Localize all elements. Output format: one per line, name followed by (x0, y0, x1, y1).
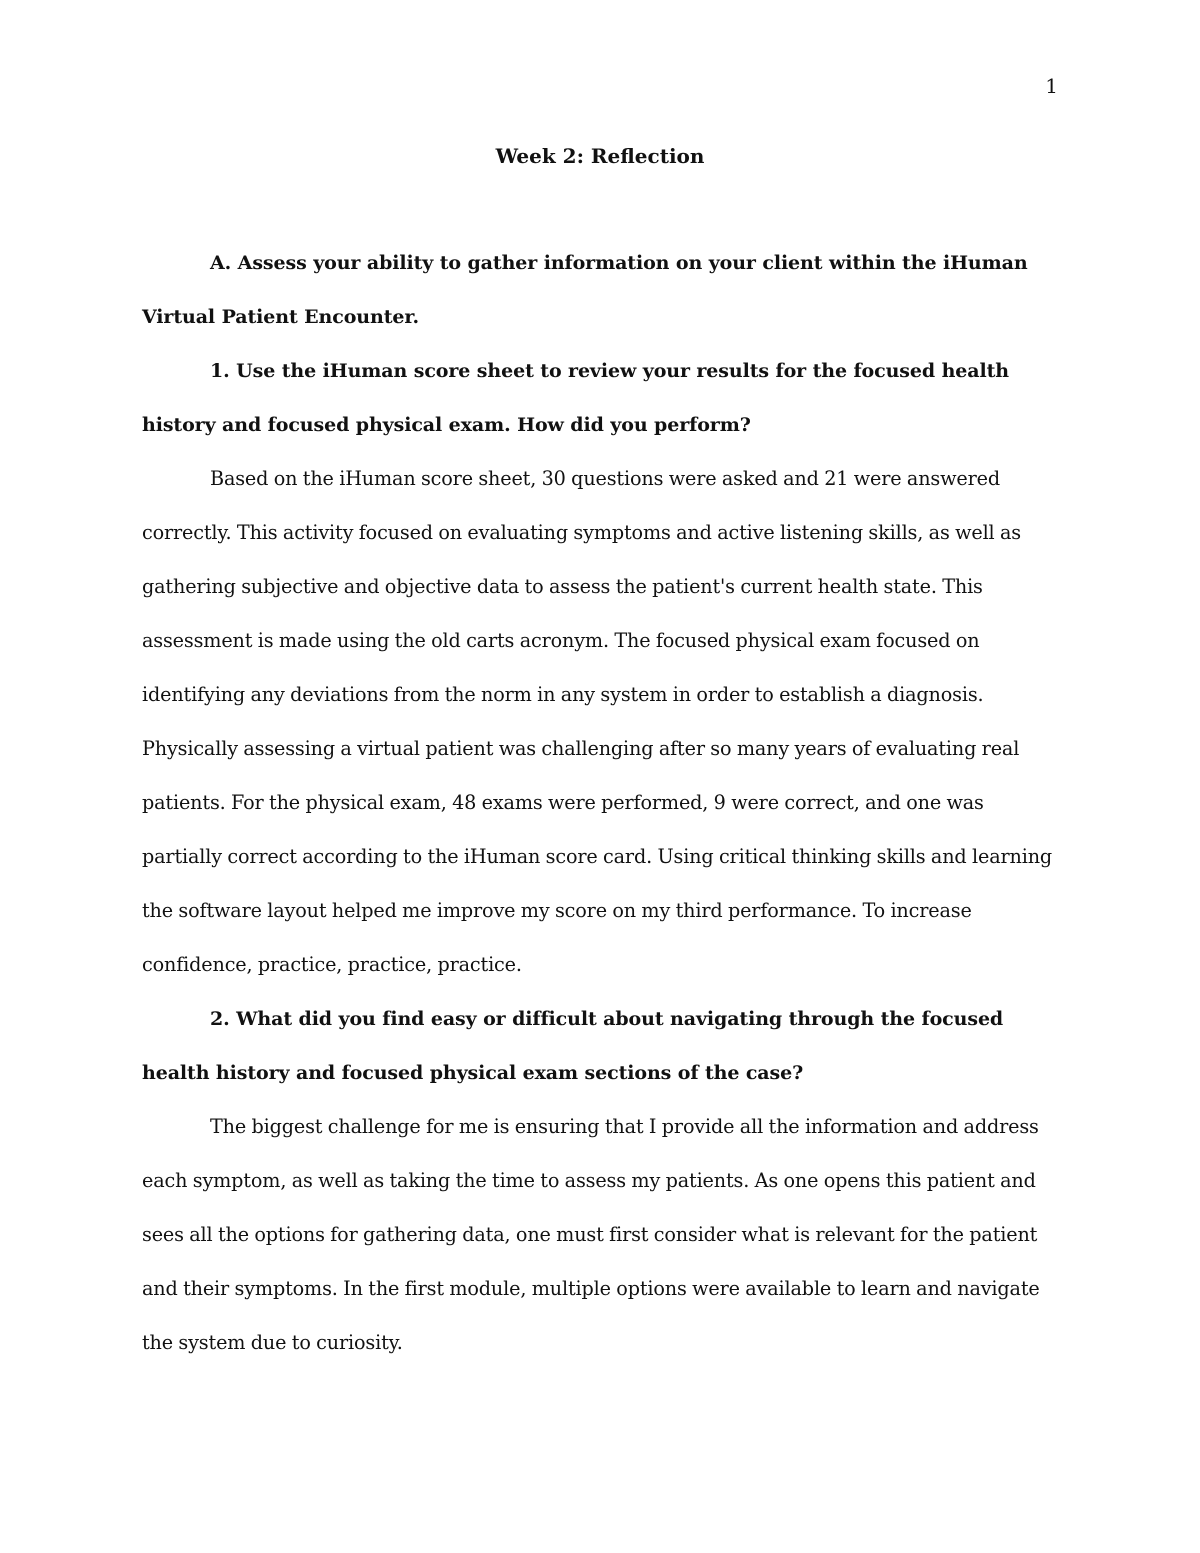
question-1-heading: 1. Use the iHuman score sheet to review your results for the focused health history and focused physical exam. How did you perform? (142, 360, 1010, 436)
question-2-heading: 2. What did you find easy or difficult about navigating through the focused health history and focused physical exam sections of the case? (142, 1008, 1004, 1084)
answer-2-paragraph: The biggest challenge for me is ensuring that I provide all the information and address each symptom, as well as taking the time to assess my patients. As one opens this patient and sees all the options for gathering data, one must first consider what is relevant for the patient and their symptoms. In the first module, multiple options were available to learn and navigate the system due to curiosity. (142, 1115, 1040, 1354)
page-number: 1 (1045, 74, 1058, 98)
section-a-heading: A. Assess your ability to gather information on your client within the iHuman Virtual Patient Encounter. (142, 252, 1028, 328)
document-title: Week 2: Reflection (495, 144, 705, 168)
answer-1-paragraph: Based on the iHuman score sheet, 30 questions were asked and 21 were answered correctly. This activity focused on evaluating symptoms and active listening skills, as well as gathering subjective and objective data to assess the patient's current health state. This assessment is made using the old carts acronym. The focused physical exam focused on identifying any deviations from the norm in any system in order to establish a diagnosis. Physically assessing a virtual patient was challenging after so many years of evaluating real patients. For the physical exam, 48 exams were performed, 9 were correct, and one was partially correct according to the iHuman score card. Using critical thinking skills and learning the software layout helped me improve my score on my third performance. To increase confidence, practice, practice, practice. (142, 467, 1053, 976)
document-body (142, 236, 1058, 1370)
